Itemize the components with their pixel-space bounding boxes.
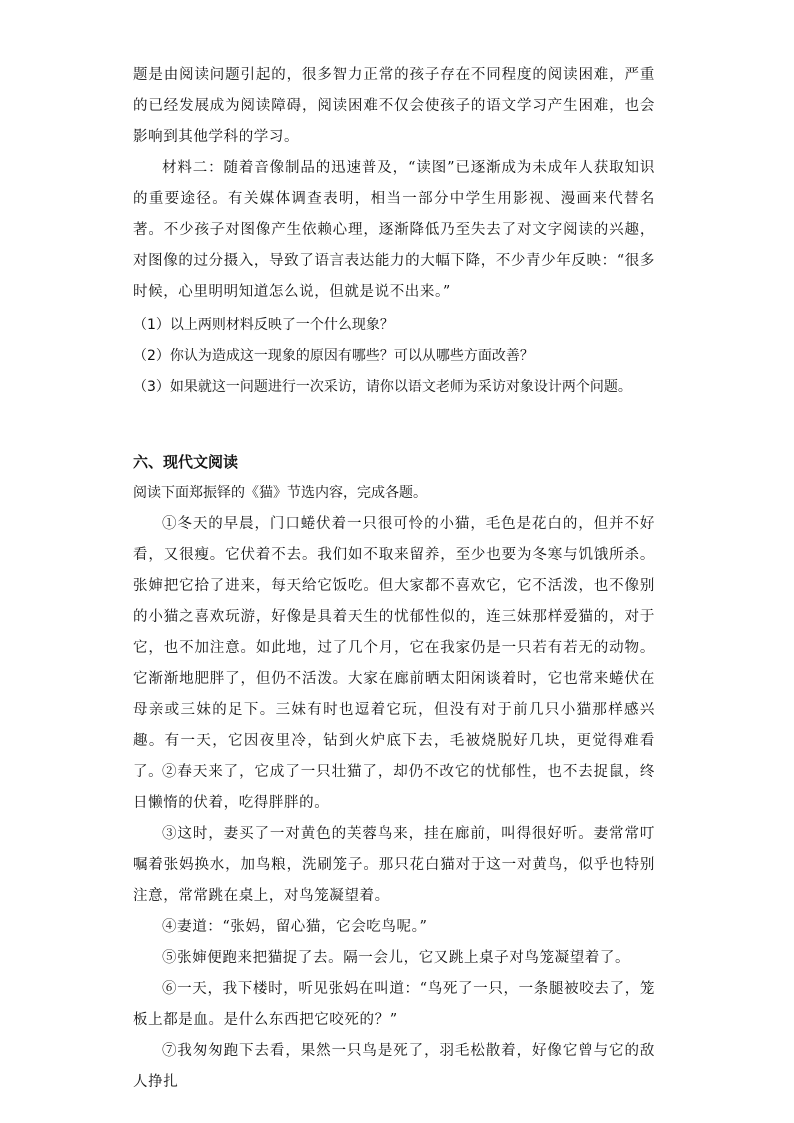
question-3: （3）如果就这一问题进行一次采访，请你以语文老师为采访对象设计两个问题。 — [133, 379, 632, 395]
paragraph-4: ④妻道：“张妈，留心猫，它会吃鸟呢。” — [162, 919, 428, 935]
passage-end: 题是由阅读问题引起的，很多智力正常的孩子存在不同程度的阅读困难，严重的已经发展成为阅读障碍，阅读困难不仅会使孩子的语文学习产生困难，也会影响到其他学科的学习。 — [133, 67, 655, 145]
paragraph-5: ⑤张婶便跑来把猫捉了去。隔一会儿，它又跳上桌子对鸟笼凝望着了。 — [162, 950, 631, 966]
material-two: 材料二：随着音像制品的迅速普及，“读图”已逐渐成为未成年人获取知识的重要途径。有关媒体调查表明，相当一部分中学生用影视、漫画来代替名著。不少孩子对图像产生依赖心理，逐渐降低乃至失去了对文字阅读的兴趣，对图像的过分摄入，导致了语言表达能力的大幅下降，不少青少年反映：“很多时候，心里明明知道怎么说，但就是说不出来。” — [133, 160, 655, 300]
reading-instruction: 阅读下面郑振铎的《猫》节选内容，完成各题。 — [133, 485, 427, 501]
question-1: （1）以上两则材料反映了一个什么现象？ — [133, 317, 394, 333]
paragraph-6: ⑥一天，我下楼时，听见张妈在叫道：“鸟死了一只，一条腿被咬去了，笼板上都是血。是什么东西把它咬死的？” — [133, 981, 655, 1028]
paragraph-3: ③这时，妻买了一对黄色的芙蓉鸟来，挂在廊前，叫得很好听。妻常常叮嘱着张妈换水，加鸟粮，洗刷笼子。那只花白猫对于这一对黄鸟，似乎也特别注意，常常跳在桌上，对鸟笼凝望着。 — [133, 826, 655, 904]
paragraph-2: ②春天来了，它成了一只壮猫了，却仍不改它的忧郁性，也不去捉鼠，终日懒惰的伏着，吃得胖胖的。 — [133, 764, 655, 811]
section-heading: 六、现代文阅读 — [133, 453, 239, 471]
paragraph-7: ⑦我匆匆跑下去看，果然一只鸟是死了，羽毛松散着，好像它曾与它的敌人挣扎 — [133, 1043, 655, 1090]
paragraph-1: ①冬天的早晨，门口蜷伏着一只很可怜的小猫，毛色是花白的，但并不好看，又很瘦。它伏着不去。我们如不取来留养，至少也要为冬寒与饥饿所杀。张婶把它拾了进来，每天给它饭吃。但大家都不喜欢它，它不活泼，也不像别的小猫之喜欢玩游，好像是具着天生的忧郁性似的，连三妹那样爱猫的，对于它，也不加注意。如此地，过了几个月，它在我家仍是一只若有若无的动物。它渐渐地肥胖了，但仍不活泼。大家在廊前晒太阳闲谈着时，它也常来蜷伏在母亲或三妹的足下。三妹有时也逗着它玩，但没有对于前几只小猫那样感兴趣。有一天，它因夜里冷，钻到火炉底下去，毛被烧脱好几块，更觉得难看了。 — [133, 516, 655, 780]
question-2: （2）你认为造成这一现象的原因有哪些？可以从哪些方面改善？ — [133, 348, 534, 364]
